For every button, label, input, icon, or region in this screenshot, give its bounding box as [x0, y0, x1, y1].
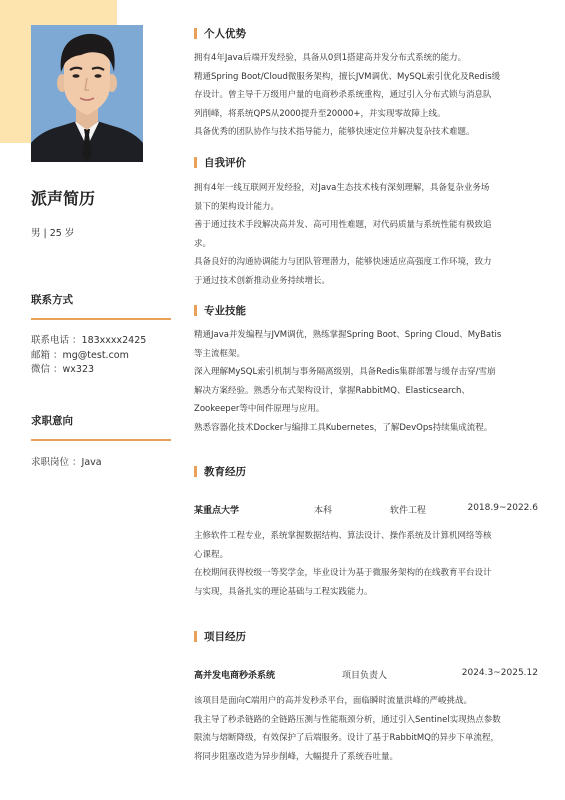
paragraph-line: 限流与熔断降级，有效保护了后端服务。设计了基于RabbitMQ的异步下单流程，: [194, 733, 499, 743]
paragraph-line: 于通过技术创新推动业务持续增长。: [194, 275, 331, 286]
paragraph-line: 精通Spring Boot/Cloud微服务架构，擅长JVM调优、MySQL索引优化及Redis缓: [194, 71, 501, 82]
major: 软件工程: [390, 506, 427, 516]
intention-position: 求职岗位 ：Java: [31, 457, 102, 468]
project-text: [194, 692, 538, 766]
project-row: [194, 668, 538, 682]
paragraph-line: Zookeeper等中间件原理与应用。: [194, 404, 325, 414]
section-projects-title: [194, 629, 246, 644]
education-text: [194, 527, 538, 601]
section-title-text: 教育经历: [204, 466, 246, 478]
paragraph-line: 等主流框架。: [194, 348, 246, 359]
paragraph-line: 在校期间获得校级一等奖学金，毕业设计为基于微服务架构的在线教育平台设计: [194, 568, 492, 578]
paragraph-line: 将同步阻塞改造为异步削峰，大幅提升了系统吞吐量。: [194, 751, 399, 762]
paragraph-line: 列削峰，将系统QPS从2000提升至20000+，并实现零故障上线。: [194, 108, 446, 119]
section-marker: [194, 157, 197, 168]
contact-list: [31, 334, 146, 378]
paragraph-line: 存设计。曾主导千万级用户量的电商秒杀系统重构，通过引入分布式锁与消息队: [194, 90, 492, 100]
paragraph-line: 该项目是面向C端用户的高并发秒杀平台，面临瞬时流量洪峰的严峻挑战。: [194, 696, 472, 706]
paragraph-line: 深入理解MySQL索引机制与事务隔离级别，具备Redis集群部署与缓存击穿/雪崩: [194, 367, 496, 377]
section-title-text: 项目经历: [204, 631, 246, 643]
section-title-text: 专业技能: [204, 305, 246, 317]
project-name: 高并发电商秒杀系统: [194, 671, 276, 681]
school-name: 某重点大学: [194, 506, 240, 516]
contact-wechat: 微信 ：wx323: [31, 364, 95, 375]
section-marker: [194, 466, 197, 477]
paragraph-line: 具备良好的沟通协调能力与团队管理潜力，能够快速适应高强度工作环境，致力: [194, 257, 492, 267]
intention-list: [31, 456, 102, 471]
section-title-text: 个人优势: [204, 28, 246, 40]
paragraph-line: 精通Java并发编程与JVM调优，熟练掌握Spring Boot、Spring Cloud、MyBatis: [194, 330, 502, 340]
education-row: [194, 503, 538, 517]
project-period: 2024.3~2025.12: [461, 668, 538, 678]
paragraph-line: 解决方案经验。熟悉分布式架构设计，掌握RabbitMQ、Elasticsearch、: [194, 385, 470, 396]
paragraph-line: 我主导了秒杀链路的全链路压测与性能瓶颈分析，通过引入Sentinel实现热点参数: [194, 714, 501, 725]
section-marker: [194, 631, 197, 642]
paragraph-line: 景下的架构设计能力。: [194, 201, 280, 212]
advantages-text: [194, 49, 538, 142]
section-marker: [194, 28, 197, 39]
section-marker: [194, 305, 197, 316]
project-role: 项目负责人: [342, 671, 388, 681]
education-period: 2018.9~2022.6: [467, 503, 538, 513]
intention-title: 求职意向: [31, 415, 73, 427]
paragraph-line: 善于通过技术手段解决高并发、高可用性难题，对代码质量与系统性能有极致追: [194, 220, 492, 230]
contact-divider: [31, 318, 171, 320]
resume-name: 派声简历: [31, 189, 96, 208]
section-title-text: 自我评价: [204, 157, 246, 169]
paragraph-line: 具备优秀的团队协作与技术指导能力，能够快速定位并解决复杂技术难题。: [194, 127, 475, 137]
avatar-photo: [31, 25, 143, 162]
paragraph-line: 拥有4年Java后端开发经验，具备从0到1搭建高并发分布式系统的能力。: [194, 53, 467, 63]
paragraph-line: 熟悉容器化技术Docker与编排工具Kubernetes，了解DevOps持续集成流程。: [194, 422, 493, 433]
gender-age: 男 | 25 岁: [31, 228, 75, 239]
contact-title: 联系方式: [31, 294, 73, 306]
paragraph-line: 心课程。: [194, 549, 229, 560]
section-evaluation-title: [194, 155, 246, 170]
section-skills-title: [194, 303, 246, 318]
section-education-title: [194, 464, 246, 479]
degree: 本科: [314, 506, 333, 516]
paragraph-line: 拥有4年一线互联网开发经验，对Java生态技术栈有深刻理解，具备复杂业务场: [194, 183, 490, 193]
skills-text: [194, 326, 538, 437]
contact-phone: 联系电话 ：183xxxx2425: [31, 335, 147, 346]
intention-divider: [31, 439, 171, 441]
paragraph-line: 主修软件工程专业，系统掌握数据结构、算法设计、操作系统及计算机网络等核: [194, 531, 492, 541]
contact-email: 邮箱 ：mg@test.com: [31, 349, 129, 361]
paragraph-line: 求。: [194, 238, 212, 249]
evaluation-text: [194, 179, 538, 290]
paragraph-line: 与实现，具备扎实的理论基础与工程实践能力。: [194, 586, 373, 597]
section-advantages-title: [194, 26, 246, 41]
